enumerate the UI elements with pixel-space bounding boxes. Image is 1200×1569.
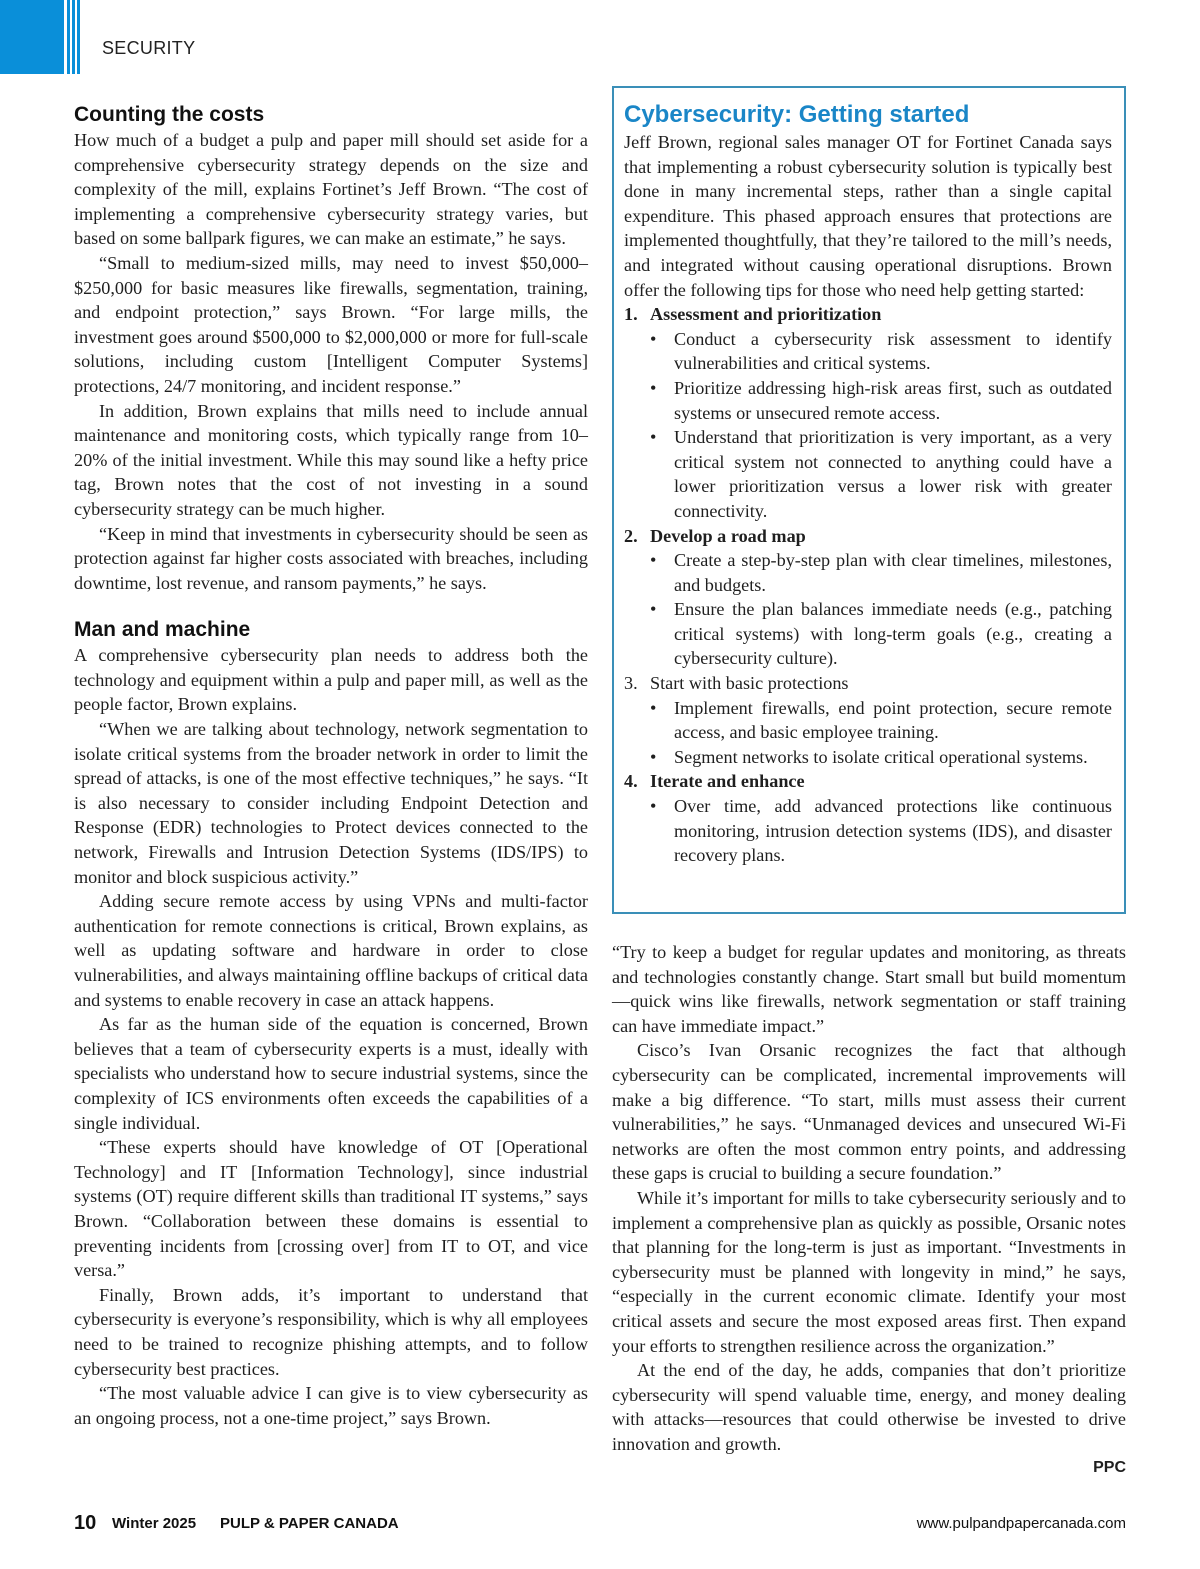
paragraph: “These experts should have knowledge of OT [Operational Technology] and IT [Information Technology], since industrial systems (OT) require different skills than traditional IT systems,” says Brown. “Collaboration between these domains is essential to preventing incidents from [crossing over] from IT to OT, and vice versa.” bbox=[74, 1137, 588, 1281]
bullet-text: Implement firewalls, end point protection, secure remote access, and basic employee training. bbox=[674, 697, 1112, 743]
right-column bbox=[612, 940, 1126, 1477]
page-number: 10 bbox=[74, 1512, 97, 1534]
step-number: 2. bbox=[624, 525, 638, 546]
bullet-text: Conduct a cybersecurity risk assessment to identify vulnerabilities and critical systems. bbox=[674, 328, 1112, 374]
bullet-text: Ensure the plan balances immediate needs (e.g., patching critical systems) with long-term goals (e.g., creating a cybersecurity culture). bbox=[674, 599, 1112, 669]
list-item bbox=[624, 376, 1112, 425]
bullet-icon: • bbox=[650, 427, 657, 448]
bullet-list bbox=[624, 696, 1112, 770]
heading-counting-costs: Counting the costs bbox=[74, 103, 265, 126]
paragraph: “Try to keep a budget for regular updates and monitoring, as threats and technologies constantly change. Start small but build momentum—quick wins like firewalls, network segmentation or staff training can have immediate impact.” bbox=[612, 942, 1126, 1036]
step-heading bbox=[624, 769, 1112, 794]
paragraph: “Small to medium-sized mills, may need to invest $50,000–$250,000 for basic measures like firewalls, segmentation, training, and endpoint protection,” says Brown. “For large mills, the investment goes around $500,000 to $2,000,000 or more for full-scale solutions, including custom [Intelligent Computer Systems] protections, 24/7 monitoring, and incident response.” bbox=[74, 252, 588, 396]
step-title: Start with basic protections bbox=[650, 673, 849, 694]
bullet-icon: • bbox=[650, 550, 657, 571]
bullet-text: Over time, add advanced protections like continuous monitoring, intrusion detection systems (IDS), and disaster recovery plans. bbox=[674, 796, 1112, 866]
paragraph: A comprehensive cybersecurity plan needs to address both the technology and equipment within a pulp and paper mill, as well as the people factor, Brown explains. bbox=[74, 645, 588, 715]
bullet-list bbox=[624, 548, 1112, 671]
paragraph: As far as the human side of the equation is concerned, Brown believes that a team of cybersecurity experts is a must, ideally with specialists who understand how to secure industrial systems, since the complexity of ICS environments often exceeds the capabilities of a single individual. bbox=[74, 1014, 588, 1133]
bullet-list bbox=[624, 794, 1112, 868]
paragraph: While it’s important for mills to take cybersecurity seriously and to implement a comprehensive plan as quickly as possible, Orsanic notes that planning for the long-term is just as important. “Investments in cybersecurity must be planned with longevity in mind,” he says, “especially in the current economic climate. Identify your most critical assets and secure the most exposed areas first. Then expand your efforts to strengthen resilience across the organization.” bbox=[612, 1187, 1126, 1356]
section-tab-stripe bbox=[77, 0, 80, 74]
paragraph: “When we are talking about technology, network segmentation to isolate critical systems from the broader network in order to limit the spread of attacks, is one of the most effective techniques,” he says. “It is also necessary to consider including Endpoint Detection and Response (EDR) technologies to Protect devices connected to the network, Firewalls and Intrusion Detection Systems (IDS/IPS) to monitor and block suspicious activity.” bbox=[74, 719, 588, 887]
list-item bbox=[624, 597, 1112, 671]
step-number: 4. bbox=[624, 771, 638, 792]
left-column bbox=[74, 102, 588, 1430]
heading-man-machine: Man and machine bbox=[74, 618, 251, 642]
sidebar-title: Cybersecurity: Getting started bbox=[624, 101, 970, 128]
section-tab-stripe bbox=[67, 0, 70, 74]
bullet-icon: • bbox=[650, 377, 657, 398]
paragraph: Cisco’s Ivan Orsanic recognizes the fact that although cybersecurity can be complicated, incremental improvements will make a big difference. “To start, mills must assess their current vulnerabilities,” he says. “Unmanaged devices and unsecured Wi-Fi networks are often the most common entry points, and addressing these gaps is crucial to building a secure foundation.” bbox=[612, 1040, 1126, 1184]
publication-name: PULP & PAPER CANADA bbox=[220, 1515, 399, 1532]
bullet-icon: • bbox=[650, 599, 657, 620]
website-url: www.pulpandpapercanada.com bbox=[916, 1515, 1126, 1532]
bullet-text: Segment networks to isolate critical operational systems. bbox=[674, 746, 1088, 767]
list-item bbox=[624, 548, 1112, 597]
list-item bbox=[624, 327, 1112, 376]
list-item bbox=[624, 425, 1112, 523]
paragraph: Finally, Brown adds, it’s important to understand that cybersecurity is everyone’s responsibility, which is why all employees need to be trained to recognize phishing attempts, and to follow cybersecurity best practices. bbox=[74, 1284, 588, 1379]
bullet-text: Understand that prioritization is very important, as a very critical system not connected to anything could have a lower prioritization versus a lower risk with greater connectivity. bbox=[674, 427, 1112, 521]
sidebar-box bbox=[612, 86, 1126, 914]
paragraph: At the end of the day, he adds, companies that don’t prioritize cybersecurity will spend valuable time, energy, and money dealing with attacks—resources that could otherwise be invested to drive innovation and growth. bbox=[612, 1360, 1126, 1454]
paragraph: Adding secure remote access by using VPNs and multi-factor authentication for remote connections is critical, Brown explains, as well as updating software and hardware in order to close vulnerabilities, and always maintaining offline backups of critical data and systems to enable recovery in case an attack happens. bbox=[74, 891, 588, 1010]
bullet-icon: • bbox=[650, 796, 657, 817]
section-tab-solid bbox=[0, 0, 64, 74]
list-item bbox=[624, 745, 1112, 770]
sidebar-intro: Jeff Brown, regional sales manager OT for Fortinet Canada says that implementing a robust cybersecurity solution is typically best done in many incremental steps, rather than a single capital expenditure. This phased approach ensures that protections are implemented thoughtfully, that they’re tailored to the mill’s needs, and integrated without causing operational disruptions. Brown offer the following tips for those who need help getting started: bbox=[624, 132, 1112, 300]
step-heading bbox=[624, 302, 1112, 327]
bullet-text: Create a step-by-step plan with clear timelines, milestones, and budgets. bbox=[674, 550, 1112, 595]
page-footer bbox=[74, 1512, 1126, 1536]
list-item bbox=[624, 696, 1112, 745]
paragraph: “Keep in mind that investments in cybersecurity should be seen as protection against far higher costs associated with breaches, including downtime, lost revenue, and ransom payments,” he says. bbox=[74, 523, 588, 593]
paragraph: “The most valuable advice I can give is to view cybersecurity as an ongoing process, not a one-time project,” says Brown. bbox=[74, 1383, 588, 1428]
step-title: Assessment and prioritization bbox=[650, 304, 882, 325]
paragraph: In addition, Brown explains that mills need to include annual maintenance and monitoring costs, which typically range from 10–20% of the initial investment. While this may sound like a hefty price tag, Brown notes that the cost of not investing in a sound cybersecurity strategy can be much higher. bbox=[74, 400, 588, 519]
paragraph: How much of a budget a pulp and paper mill should set aside for a comprehensive cybersecurity strategy depends on the size and complexity of the mill, explains Fortinet’s Jeff Brown. “The cost of implementing a comprehensive cybersecurity strategy varies, but based on some ballpark figures, we can make an estimate,” he says. bbox=[74, 130, 588, 249]
section-tab bbox=[0, 0, 84, 74]
step-number: 3. bbox=[624, 673, 638, 694]
step-heading bbox=[624, 671, 1112, 696]
list-item bbox=[624, 794, 1112, 868]
bullet-icon: • bbox=[650, 328, 657, 349]
bullet-text: Prioritize addressing high-risk areas first, such as outdated systems or unsecured remote access. bbox=[674, 377, 1112, 423]
bullet-icon: • bbox=[650, 697, 657, 718]
step-heading bbox=[624, 524, 1112, 549]
issue-date: Winter 2025 bbox=[112, 1515, 197, 1532]
step-title: Develop a road map bbox=[650, 525, 806, 546]
step-title: Iterate and enhance bbox=[650, 771, 805, 792]
step-number: 1. bbox=[624, 304, 638, 325]
section-label: SECURITY bbox=[102, 38, 196, 58]
signoff: PPC bbox=[1093, 1459, 1126, 1477]
section-tab-stripe bbox=[72, 0, 75, 74]
bullet-list bbox=[624, 327, 1112, 524]
bullet-icon: • bbox=[650, 746, 657, 767]
